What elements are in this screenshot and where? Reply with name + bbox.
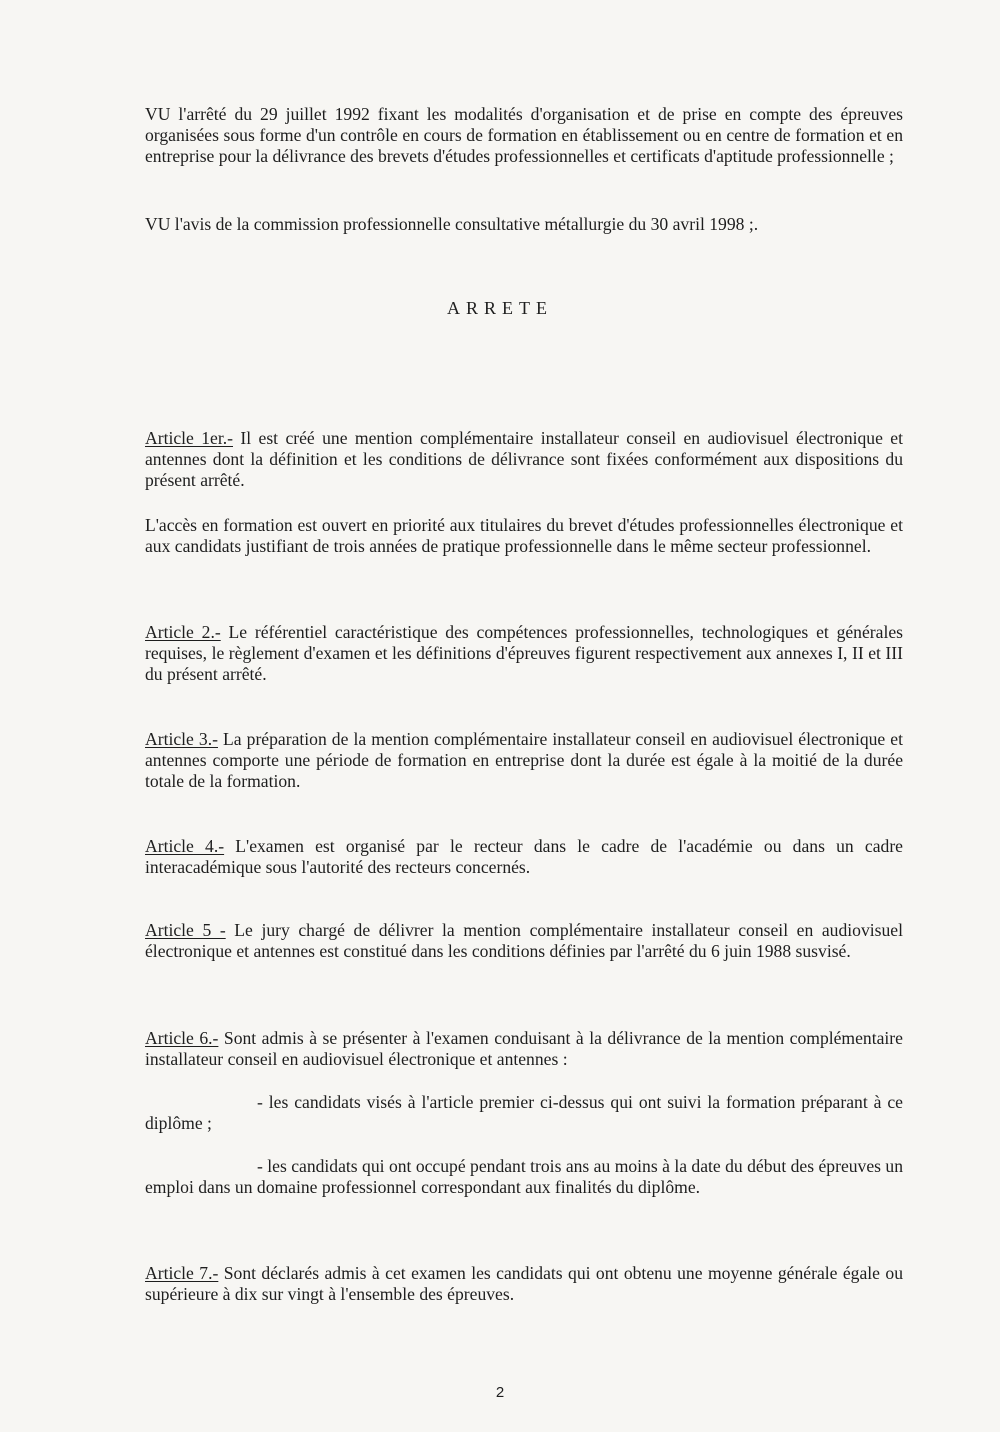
page-number: 2	[495, 1384, 505, 1401]
article-5-paragraph	[145, 920, 903, 962]
article-7-label: Article 7.-	[145, 1263, 219, 1283]
article-4-label: Article 4.-	[145, 836, 225, 856]
article-6-list-item: - les candidats visés à l'article premier ci-dessus qui ont suivi la formation préparant à ce diplôme ;	[145, 1092, 903, 1134]
article-7-paragraph	[145, 1263, 903, 1305]
decree-heading: ARRETE	[447, 298, 553, 318]
article-3-label: Article 3.-	[145, 729, 218, 749]
article-1-access-paragraph: L'accès en formation est ouvert en priorité aux titulaires du brevet d'études professionnelles électronique et aux candidats justifiant de trois années de pratique professionnelle dans le même secteur professionnel.	[145, 515, 903, 557]
article-4-paragraph	[145, 836, 903, 878]
article-3-paragraph	[145, 729, 903, 793]
article-7-text: Sont déclarés admis à cet examen les candidats qui ont obtenu une moyenne générale égale ou supérieure à dix sur vingt à l'ensemble des épreuves.	[145, 1263, 903, 1305]
article-5-label: Article 5 -	[145, 920, 226, 940]
article-4-text: L'examen est organisé par le recteur dans le cadre de l'académie ou dans un cadre interacadémique sous l'autorité des recteurs concernés.	[145, 836, 903, 878]
article-6-paragraph	[145, 1028, 903, 1070]
article-6-text: Sont admis à se présenter à l'examen conduisant à la délivrance de la mention complémentaire installateur conseil en audiovisuel électronique et antennes :	[145, 1028, 903, 1070]
article-5-text: Le jury chargé de délivrer la mention complémentaire installateur conseil en audiovisuel électronique et antennes est constitué dans les conditions définies par l'arrêté du 6 juin 1988 susvisé.	[145, 920, 903, 962]
article-1-text: Il est créé une mention complémentaire installateur conseil en audiovisuel électronique et antennes dont la définition et les conditions de délivrance sont fixées conformément aux dispositions du présent arrêté.	[145, 428, 903, 491]
article-2-label: Article 2.-	[145, 622, 221, 642]
article-6-label: Article 6.-	[145, 1028, 219, 1048]
article-6-list-item: - les candidats qui ont occupé pendant trois ans au moins à la date du début des épreuves un emploi dans un domaine professionnel correspondant aux finalités du diplôme.	[145, 1156, 903, 1198]
article-1-paragraph	[145, 428, 903, 492]
visa-paragraph-1: VU l'arrêté du 29 juillet 1992 fixant les modalités d'organisation et de prise en compte des épreuves organisées sous forme d'un contrôle en cours de formation en établissement ou en centre de formation et en entreprise pour la délivrance des brevets d'études professionnelles et certificats d'aptitude professionnelle ;	[145, 104, 903, 167]
article-2-paragraph	[145, 622, 903, 686]
article-2-text: Le référentiel caractéristique des compétences professionnelles, technologiques et générales requises, le règlement d'examen et les définitions d'épreuves figurent respectivement aux annexes I, II et III du présent arrêté.	[145, 622, 903, 685]
visa-paragraph-2: VU l'avis de la commission professionnelle consultative métallurgie du 30 avril 1998 ;.	[145, 214, 759, 234]
article-3-text: La préparation de la mention complémentaire installateur conseil en audiovisuel électronique et antennes comporte une période de formation en entreprise dont la durée est égale à la moitié de la durée totale de la formation.	[145, 729, 903, 792]
article-1-label: Article 1er.-	[145, 428, 233, 448]
